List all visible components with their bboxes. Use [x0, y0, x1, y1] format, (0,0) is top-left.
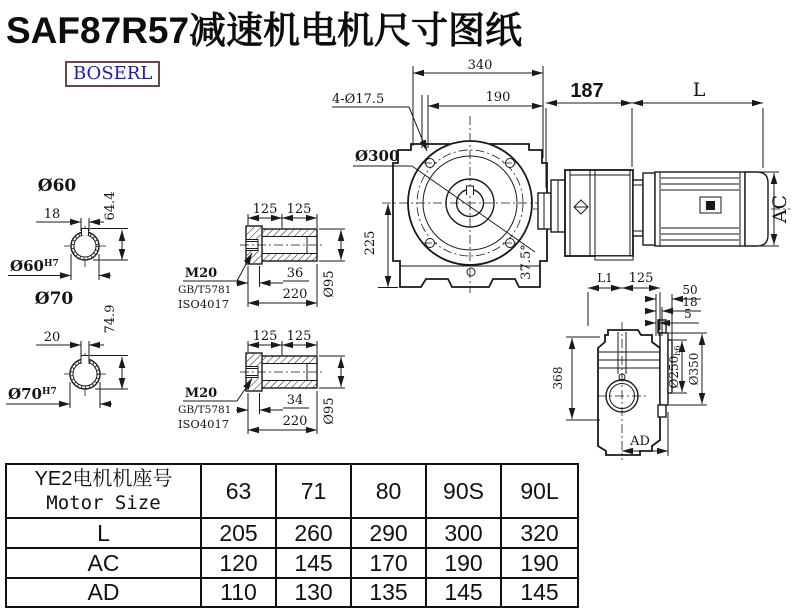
- table-cell: 135: [351, 578, 426, 607]
- thread-label-top: M20: [184, 266, 218, 281]
- dim-34: 34: [286, 393, 304, 408]
- table-cell: 300: [426, 518, 501, 548]
- hollow-shaft-top: [178, 202, 345, 311]
- bore70-value: Ø70: [8, 385, 42, 403]
- dim-125a: 125: [252, 202, 278, 217]
- size-col: 63: [201, 464, 276, 518]
- table-cell: 110: [201, 578, 276, 607]
- shaft70-section: [6, 289, 128, 408]
- size-col: 80: [351, 464, 426, 518]
- dim-L1: L1: [597, 271, 613, 285]
- dim-key18: 18: [43, 207, 61, 222]
- dim-644: 64.4: [103, 191, 118, 221]
- o250-tol: h6: [673, 345, 682, 356]
- brand-logo: BOSERL: [65, 61, 160, 87]
- dim-50: 50: [682, 283, 698, 297]
- table-row: [6, 578, 578, 607]
- table-cell: 130: [276, 578, 351, 607]
- o250-value: Ø250: [667, 355, 681, 389]
- bore70-tol: H7: [41, 387, 57, 397]
- dim-36: 36: [286, 266, 304, 281]
- std1-bottom: GB/T5781: [178, 404, 232, 416]
- dim-key20: 20: [43, 330, 61, 345]
- std2-top: ISO4017: [178, 297, 230, 311]
- dim-220b: 220: [282, 414, 308, 429]
- dim-angle: 37.5°: [519, 244, 534, 280]
- dim-o95-bottom: Ø95: [322, 397, 337, 425]
- row-label: L: [6, 518, 201, 548]
- dim-190: 190: [485, 90, 511, 105]
- table-cell: 190: [501, 548, 578, 578]
- dim-749: 74.9: [103, 304, 118, 334]
- row-label: AD: [6, 578, 201, 607]
- dim-125b: 125: [286, 202, 312, 217]
- dim-holes: 4-Ø17.5: [332, 92, 385, 107]
- dim-225: 225: [363, 230, 378, 256]
- table-cell: 145: [501, 578, 578, 607]
- table-row: [6, 518, 578, 548]
- shaft60-label: Ø60: [37, 176, 77, 196]
- shaft60-section: [8, 176, 128, 280]
- dim-368: 368: [551, 366, 565, 390]
- front-view: [332, 58, 556, 293]
- std1-top: GB/T5781: [178, 284, 232, 296]
- std2-bottom: ISO4017: [178, 417, 230, 431]
- dim-bore60: [10, 257, 59, 275]
- dim-bore70: [8, 385, 57, 403]
- technical-drawing: [0, 48, 800, 460]
- rear-view: [551, 271, 707, 460]
- size-col: 90S: [426, 464, 501, 518]
- dim-187: 187: [570, 80, 604, 102]
- dim-AC: AC: [769, 194, 791, 224]
- table-cell: 145: [276, 548, 351, 578]
- motor-size-table: [5, 463, 579, 608]
- dim-220: 220: [282, 287, 308, 302]
- table-cell: 120: [201, 548, 276, 578]
- dim-125e: 125: [628, 271, 654, 286]
- table-cell: 145: [426, 578, 501, 607]
- dim-AD: AD: [630, 434, 650, 449]
- table-header-cell: [6, 464, 201, 518]
- dim-L: L: [692, 79, 706, 101]
- size-col: 90L: [501, 464, 578, 518]
- dim-125c: 125: [252, 329, 278, 344]
- dim-o300: Ø300: [355, 147, 400, 165]
- dim-340: 340: [467, 58, 493, 73]
- thread-label-bottom: M20: [184, 386, 218, 401]
- table-row: [6, 548, 578, 578]
- row-label: AC: [6, 548, 201, 578]
- header-cn: YE2电机机座号: [34, 468, 173, 490]
- bore60-tol: H7: [43, 259, 59, 269]
- table-header-row: [6, 464, 578, 518]
- bore60-value: Ø60: [10, 257, 44, 275]
- table-cell: 205: [201, 518, 276, 548]
- header-en: Motor Size: [46, 492, 161, 514]
- dim-o350: Ø350: [687, 352, 701, 386]
- table-cell: 320: [501, 518, 578, 548]
- shaft70-label: Ø70: [34, 289, 74, 309]
- table-cell: 290: [351, 518, 426, 548]
- table-cell: 260: [276, 518, 351, 548]
- dim-o95-top: Ø95: [322, 270, 337, 298]
- table-cell: 190: [426, 548, 501, 578]
- page-title: SAF87R57减速机电机尺寸图纸: [6, 10, 523, 51]
- side-view: [533, 79, 791, 260]
- dim-18: 18: [682, 295, 698, 309]
- table-cell: 170: [351, 548, 426, 578]
- size-col: 71: [276, 464, 351, 518]
- dim-125d: 125: [286, 329, 312, 344]
- dim-5: 5: [684, 307, 692, 321]
- hollow-shaft-bottom: [178, 329, 345, 434]
